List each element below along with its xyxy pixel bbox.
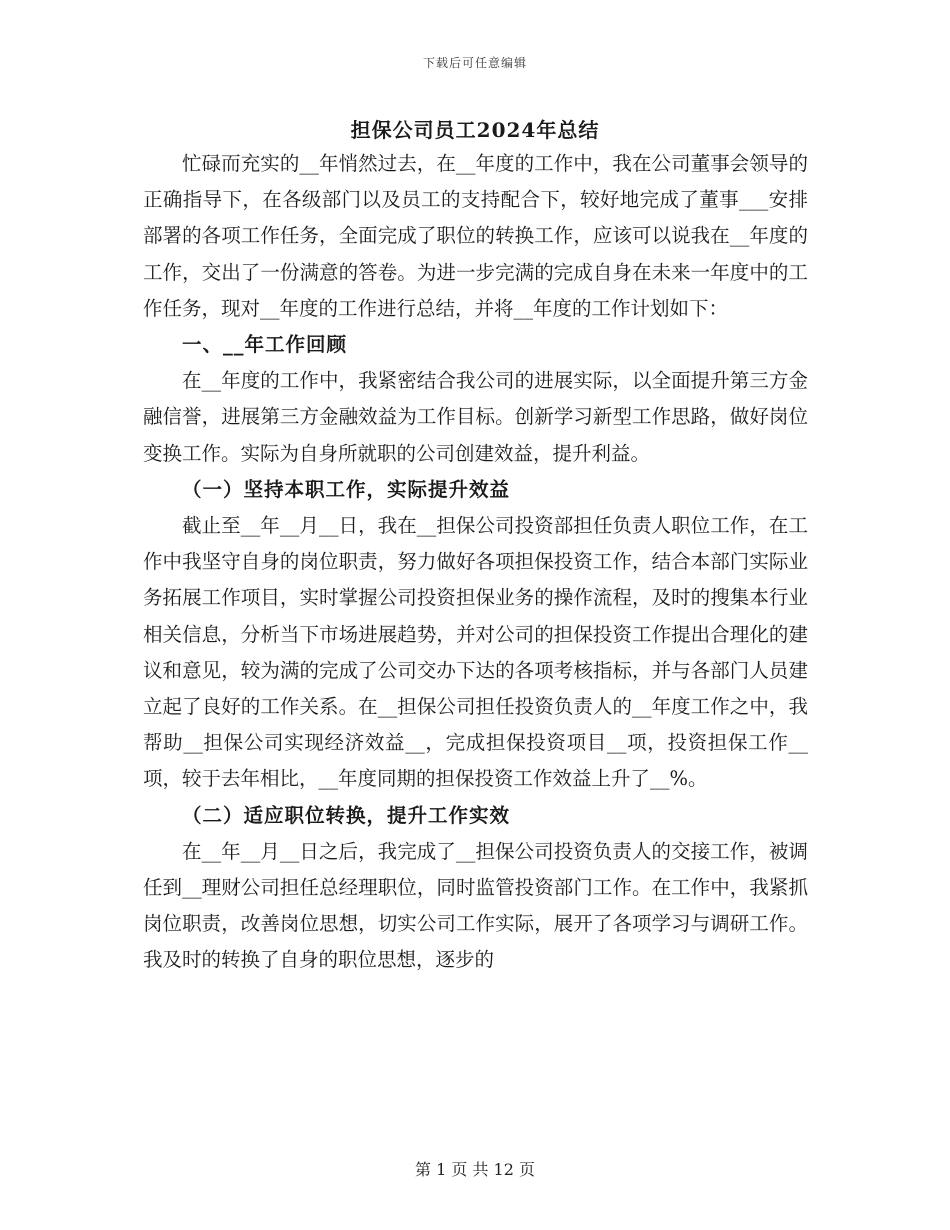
document-body (143, 146, 808, 979)
header-note: 下载后可任意编辑 (422, 56, 527, 70)
subsection-heading-2: （二）适应职位转换，提升工作实效 (182, 803, 511, 827)
paragraph-subsection-2: 在__年__月__日之后，我完成了__担保公司投资负责人的交接工作，被调任到__理财公司担任总经理职位，同时监管投资部门工作。在工作中，我紧抓岗位职责，改善岗位思想，切实公司工作实际，展开了各项学习与调研工作。我及时的转换了自身的职位思想，逐步的 (143, 839, 808, 972)
subsection-heading-1: （一）坚持本职工作，实际提升效益 (182, 477, 511, 501)
paragraph-subsection-1: 截止至__年__月__日，我在__担保公司投资部担任负责人职位工作，在工作中我坚守自身的岗位职责，努力做好各项担保投资工作，结合本部门实际业务拓展工作项目，实时掌握公司投资担保业务的操作流程，及时的搜集本行业相关信息，分析当下市场进展趋势，并对公司的担保投资工作提出合理化的建议和意见，较为满的完成了公司交办下达的各项考核指标，并与各部门人员建立起了良好的工作关系。在__担保公司担任投资负责人的__年度工作之中，我帮助__担保公司实现经济效益__，完成担保投资项目__项，投资担保工作__项，较于去年相比，__年度同期的担保投资工作效益上升了__%。 (143, 514, 808, 791)
section-heading-review: 一、__年工作回顾 (182, 333, 348, 357)
paragraph-intro: 忙碌而充实的__年悄然过去，在__年度的工作中，我在公司董事会领导的正确指导下，在各级部门以及员工的支持配合下，较好地完成了董事___安排部署的各项工作任务，全面完成了职位的转换工作，应该可以说我在__年度的工作，交出了一份满意的答卷。为进一步完满的完成自身在未来一年度中的工作任务，现对__年度的工作进行总结，并将__年度的工作计划如下： (143, 152, 808, 320)
paragraph-review: 在__年度的工作中，我紧密结合我公司的进展实际，以全面提升第三方金融信誉，进展第三方金融效益为工作目标。创新学习新型工作思路，做好岗位变换工作。实际为自身所就职的公司创建效益，提升利益。 (143, 369, 808, 465)
page-number-footer: 第 1 页 共 12 页 (415, 1160, 535, 1179)
document-title: 担保公司员工2024年总结 (350, 118, 600, 142)
